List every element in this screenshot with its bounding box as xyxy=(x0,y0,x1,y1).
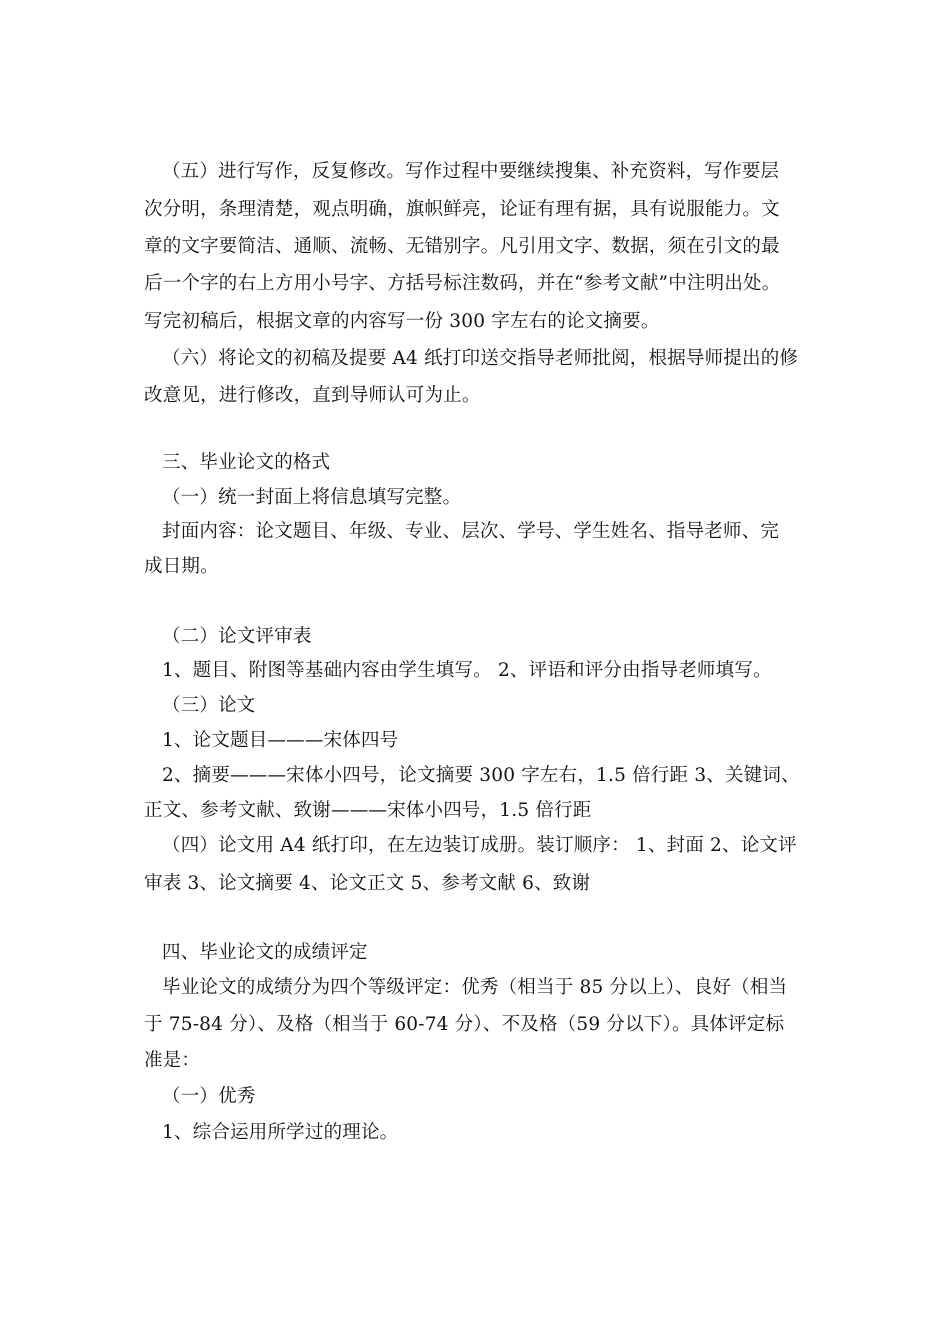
paragraph-line: 成日期。 xyxy=(144,556,219,577)
paragraph-line: 写完初稿后，根据文章的内容写一份 300 字左右的论文摘要。 xyxy=(144,311,660,332)
subsection-heading: （三）论文 xyxy=(162,695,256,716)
paragraph-line: （六）将论文的初稿及提要 A4 纸打印送交指导老师批阅，根据导师提出的修 xyxy=(162,348,799,369)
paragraph-line: 1、综合运用所学过的理论。 xyxy=(162,1122,399,1143)
paragraph-line: 改意见，进行修改，直到导师认可为止。 xyxy=(144,385,481,406)
paragraph-line: 审表 3、论文摘要 4、论文正文 5、参考文献 6、致谢 xyxy=(144,873,591,894)
paragraph-line: 2、摘要———宋体小四号，论文摘要 300 字左右，1.5 倍行距 3、关键词、 xyxy=(162,765,800,786)
section-heading: 四、毕业论文的成绩评定 xyxy=(162,942,368,963)
paragraph-line: 封面内容：论文题目、年级、专业、层次、学号、学生姓名、指导老师、完 xyxy=(162,521,780,542)
paragraph-line: 毕业论文的成绩分为四个等级评定：优秀（相当于 85 分以上）、良好（相当 xyxy=(162,977,788,998)
section-heading: 三、毕业论文的格式 xyxy=(162,452,331,473)
paragraph-line: 准是： xyxy=(144,1050,201,1071)
paragraph-line: （五）进行写作，反复修改。写作过程中要继续搜集、补充资料，写作要层 xyxy=(162,161,780,182)
subsection-heading: （一）优秀 xyxy=(162,1086,256,1107)
paragraph-line: 1、论文题目———宋体四号 xyxy=(162,730,399,751)
subsection-heading: （二）论文评审表 xyxy=(162,626,312,647)
paragraph-line: 于 75-84 分）、及格（相当于 60-74 分）、不及格（59 分以下）。具体评定标 xyxy=(144,1014,785,1035)
paragraph-line: 章的文字要简洁、通顺、流畅、无错别字。凡引用文字、数据，须在引文的最 xyxy=(144,236,780,257)
paragraph-line: 1、题目、附图等基础内容由学生填写。 2、评语和评分由指导老师填写。 xyxy=(162,660,772,681)
paragraph-line: 后一个字的右上方用小号字、方括号标注数码，并在“参考文献”中注明出处。 xyxy=(144,273,781,294)
paragraph-line: （四）论文用 A4 纸打印，在左边装订成册。装订顺序： 1、封面 2、论文评 xyxy=(162,835,797,856)
paragraph-line: 正文、参考文献、致谢———宋体小四号，1.5 倍行距 xyxy=(144,800,592,821)
subsection-heading: （一）统一封面上将信息填写完整。 xyxy=(162,487,462,508)
paragraph-line: 次分明，条理清楚，观点明确，旗帜鲜亮，论证有理有据，具有说服能力。文 xyxy=(144,199,780,220)
